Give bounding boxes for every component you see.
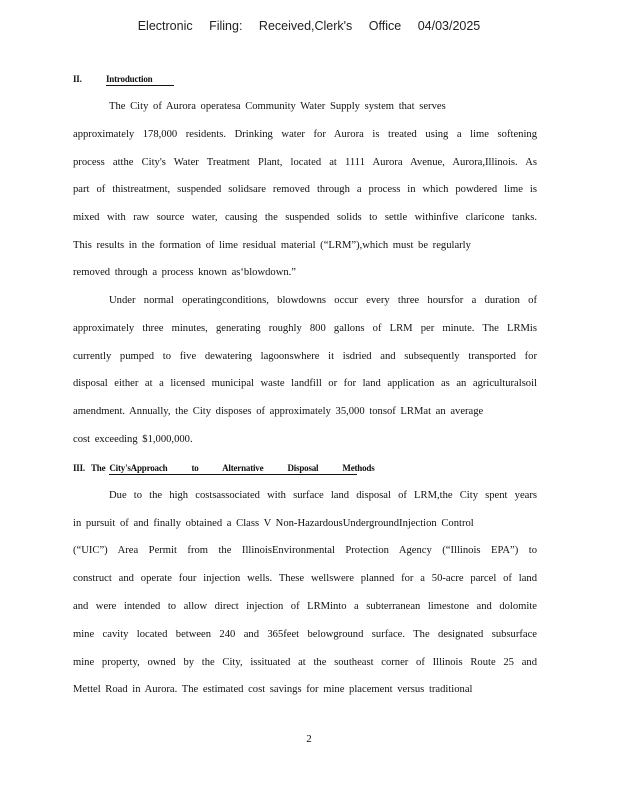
header-part: Office (368, 19, 402, 33)
paragraph-line: removed through a process known as‘blowdown.” (73, 267, 297, 278)
paragraph-line: cost exceeding $1,000,000. (73, 434, 193, 445)
paragraph-line: mine property, owned by the City, issituated at the southeast corner of Illinois Route 25 and (73, 657, 537, 668)
section-title-prefix: The (90, 463, 106, 473)
paragraph-line: process atthe City's Water Treatment Plant, located at 1111 Aurora Avenue, Aurora,Illinois. As (73, 157, 537, 168)
header-part: Filing: (209, 19, 243, 33)
header-part: 04/03/2025 (417, 19, 481, 33)
paragraph-line: The City of Aurora operatesa Community Water Supply system that serves (109, 101, 446, 112)
paragraph-line: disposal either at a licensed municipal waste landfill or for land application as an agriculturalsoil (73, 378, 537, 389)
section-heading-approach (73, 463, 375, 475)
paragraph-line: amendment. Annually, the City disposes of approximately 35,000 tonsof LRMat an average (73, 406, 484, 417)
section-title: City'sApproach to Alternative Disposal Methods (109, 463, 375, 473)
paragraph-line: part of thistreatment, suspended solidsare removed through a process in which powdered lime is (73, 184, 537, 195)
section-heading-introduction (73, 74, 174, 86)
header-part: Received,Clerk's (258, 19, 353, 33)
paragraph-line: mixed with raw source water, causing the suspended solids to settle withinfive claricone tanks. (73, 212, 537, 223)
header-part: Electronic (137, 19, 193, 33)
paragraph-line: (“UIC”) Area Permit from the IllinoisEnvironmental Protection Agency (“Illinois EPA”) to (73, 545, 537, 556)
paragraph-line: This results in the formation of lime residual material (“LRM”),which must be regularly (73, 240, 471, 251)
section-number: II. (73, 74, 82, 84)
paragraph-line: approximately three minutes, generating roughly 800 gallons of LRM per minute. The LRMis (73, 323, 537, 334)
electronic-filing-header (0, 19, 618, 33)
paragraph-line: in pursuit of and finally obtained a Class V Non-HazardousUndergroundInjection Control (73, 518, 474, 529)
section-number: III. (73, 463, 85, 473)
paragraph-line: Mettel Road in Aurora. The estimated cost savings for mine placement versus traditional (73, 684, 473, 695)
paragraph-line: and were intended to allow direct injection of LRMinto a subterranean limestone and dolomite (73, 601, 537, 612)
paragraph-line: approximately 178,000 residents. Drinking water for Aurora is treated using a lime softening (73, 129, 537, 140)
paragraph-line: construct and operate four injection wells. These wellswere planned for a 50-acre parcel of land (73, 573, 537, 584)
paragraph-line: currently pumped to five dewatering lagoonswhere it isdried and subsequently transported for (73, 351, 537, 362)
section-title: Introduction (106, 74, 174, 86)
paragraph-line: mine cavity located between 240 and 365feet belowground surface. The designated subsurface (73, 629, 537, 640)
paragraph-line: Under normal operatingconditions, blowdowns occur every three hoursfor a duration of (109, 295, 537, 306)
page-number: 2 (306, 733, 312, 745)
paragraph-line: Due to the high costsassociated with surface land disposal of LRM,the City spent years (109, 490, 537, 501)
